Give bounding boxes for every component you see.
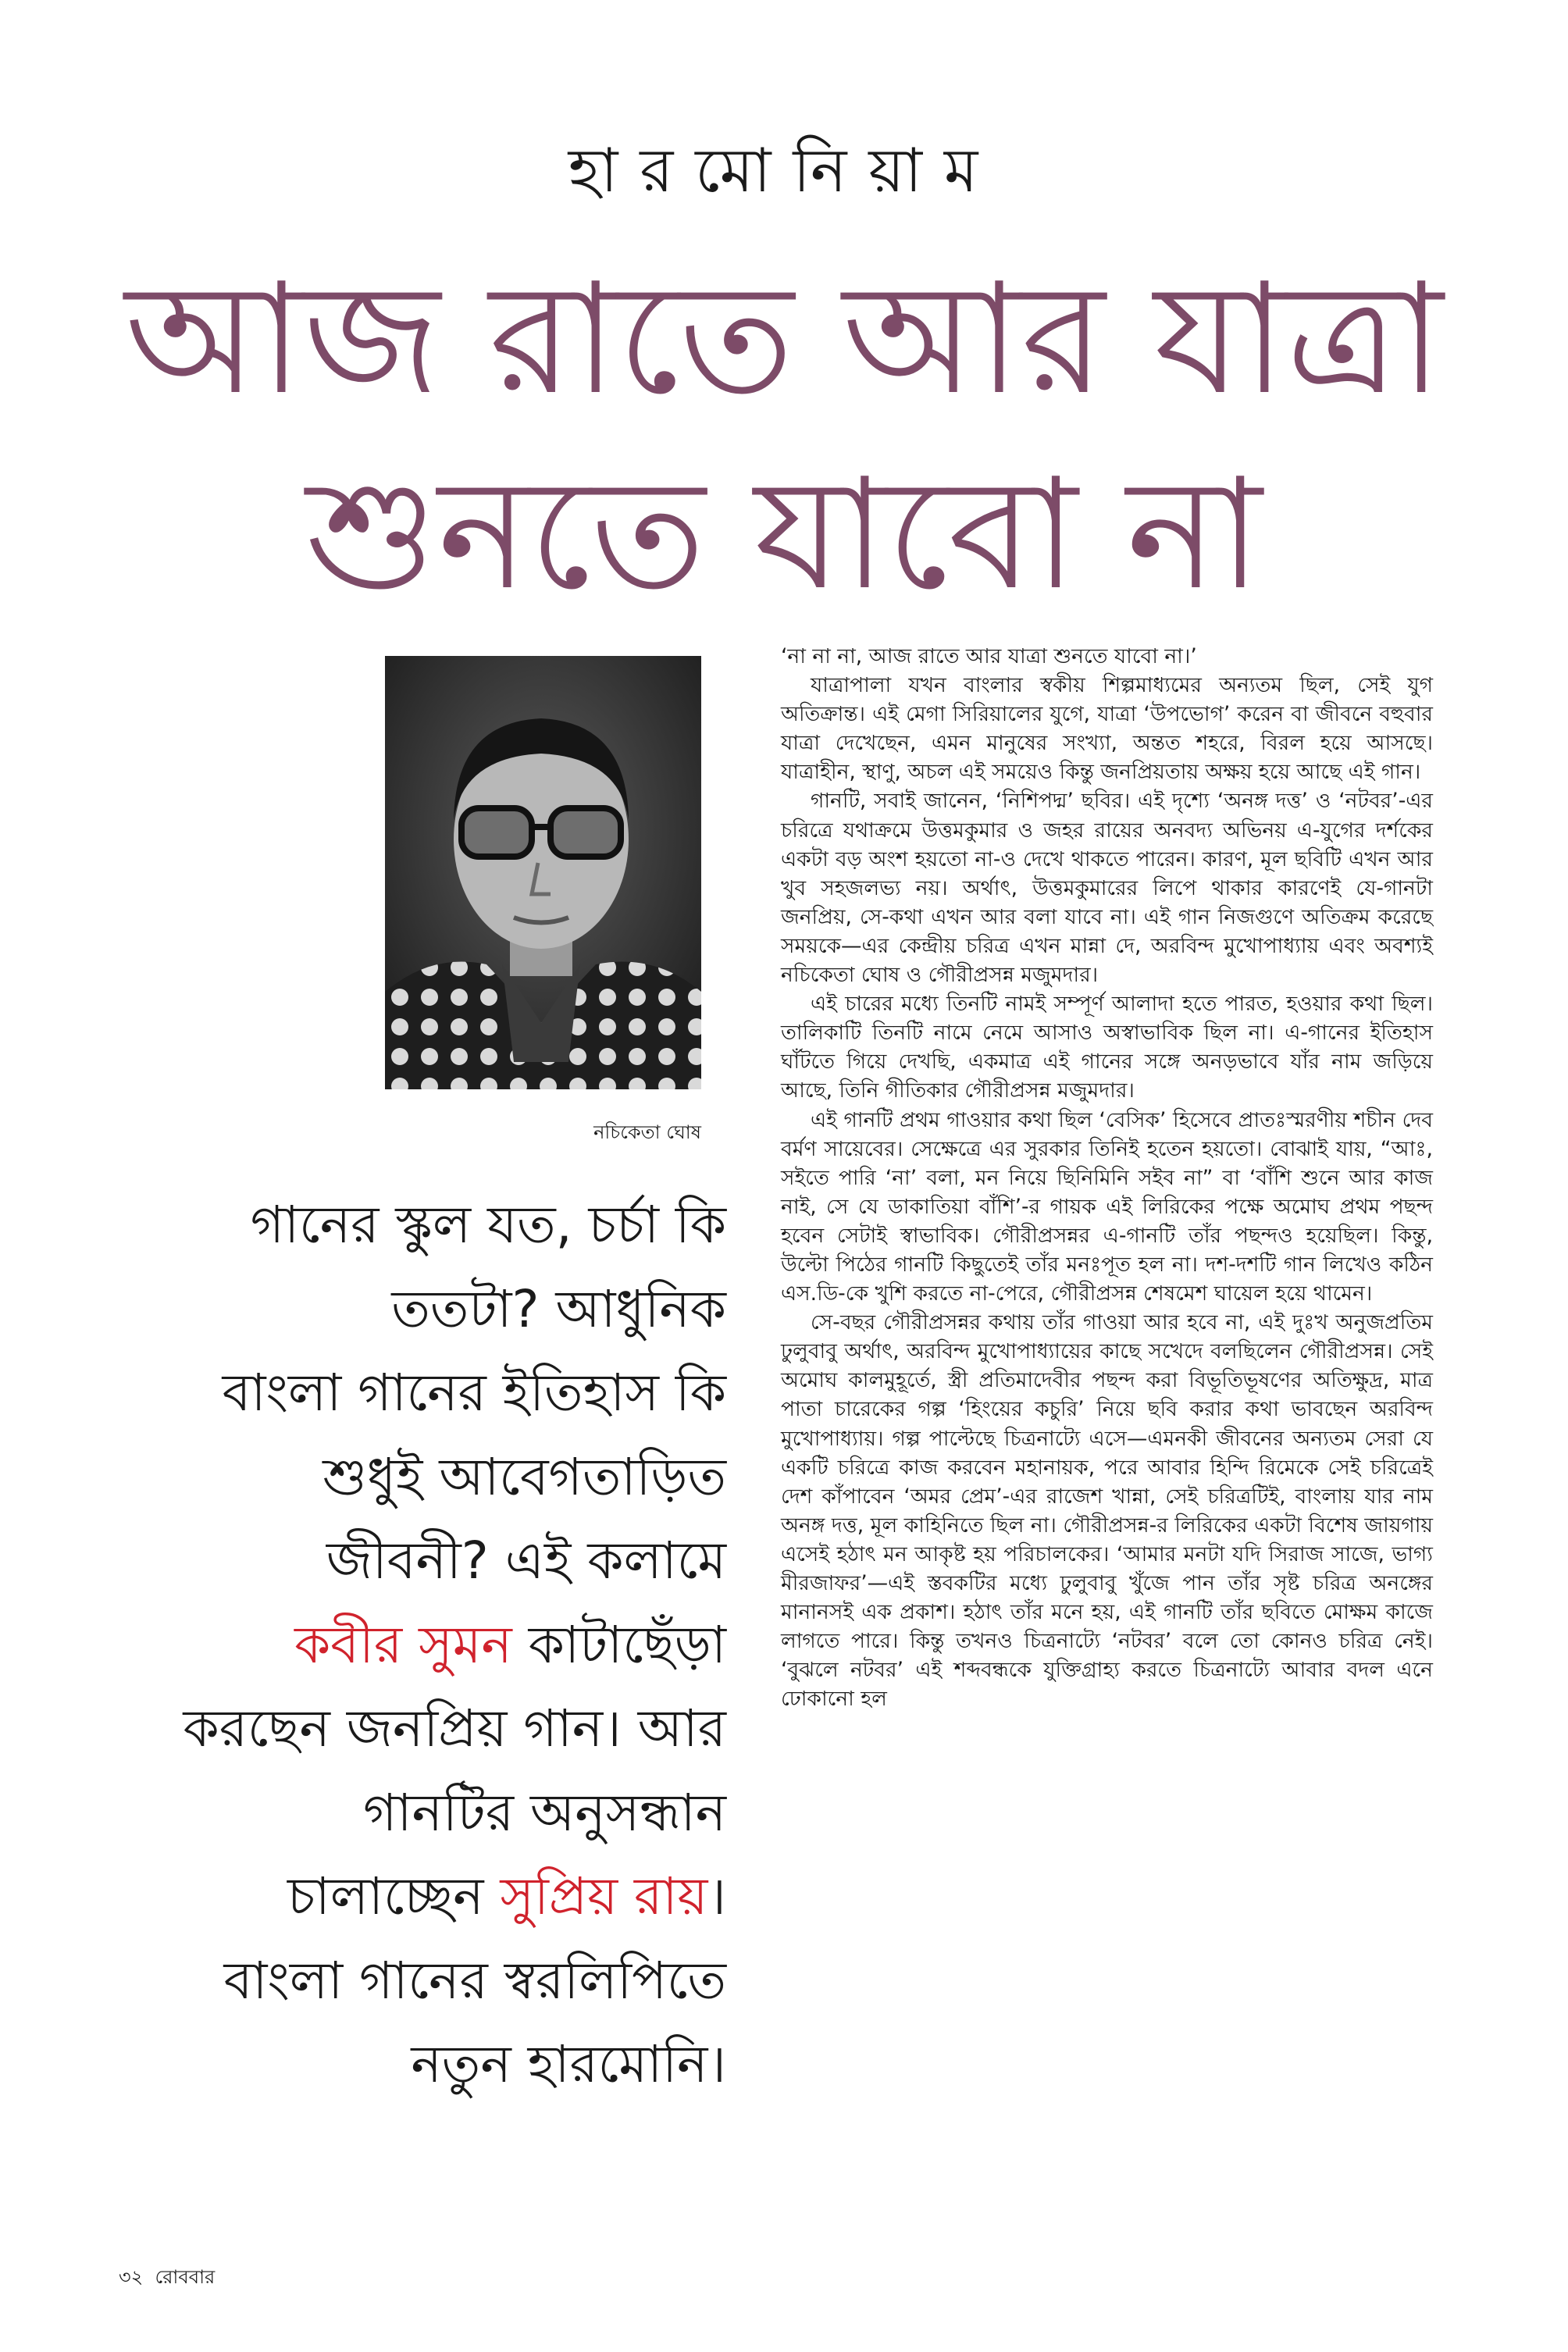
deck-line: ততটা? আধুনিক	[391, 1278, 726, 1339]
article-paragraph: যাত্রাপালা যখন বাংলার স্বকীয় শিল্পমাধ্যমের অন্যতম ছিল, সেই যুগ অতিক্রান্ত। এই মেগা সিরিয়ালের যুগে, যাত্রা ‘উপভোগ’ করেন বা জীবনে বহুবার যাত্রা দেখেছেন, এমন মানুষের সংখ্যা, অন্তত শহরে, বিরল হয়ে আসছে। যাত্রাহীন, স্থাণু, অচল এই সময়েও কিন্তু জনপ্রিয়তায় অক্ষয় হয়ে আছে এই গান।	[781, 673, 1433, 785]
section-kicker: হারমোনিয়াম	[568, 136, 1000, 206]
deck-line: বাংলা গানের ইতিহাস কি	[222, 1363, 726, 1423]
deck-line: জীবনী? এই কলামে	[326, 1531, 726, 1591]
headline	[117, 242, 1451, 633]
article-paragraph: এই চারের মধ্যে তিনটি নামই সম্পূর্ণ আলাদা হতে পারত, হওয়ার কথা ছিল। তালিকাটি তিনটি নামে নেমে আসাও অস্বাভাবিক ছিল না। এ-গানের ইতিহাস ঘাঁটতে গিয়ে দেখছি, একমাত্র এই গানের সঙ্গে অনড়ভাবে যাঁর নাম জড়িয়ে আছে, তিনি গীতিকার গৌরীপ্রসন্ন মজুমদার।	[781, 992, 1433, 1103]
page-number: ৩২	[119, 2266, 144, 2288]
deck-line: করছেন জনপ্রিয় গান। আর	[183, 1698, 726, 1759]
photo-caption: নচিকেতা ঘোষ	[593, 1121, 701, 1143]
author-name: কবীর সুমন	[294, 1614, 512, 1675]
page-footer	[119, 2263, 215, 2294]
deck-line-text: কাটাছেঁড়া	[511, 1614, 726, 1675]
deck-line: শুধুই আবেগতাড়িত	[323, 1446, 726, 1507]
researcher-name: সুপ্রিয় রায়	[500, 1866, 708, 1926]
deck-line: গানটির অনুসন্ধান	[363, 1782, 726, 1843]
deck-line: গানের স্কুল যত, চর্চা কি	[250, 1195, 726, 1255]
deck-intro	[109, 1183, 726, 2107]
portrait-illustration	[385, 656, 701, 1089]
article-paragraph: সে-বছর গৌরীপ্রসন্নর কথায় তাঁর গাওয়া আর হবে না, এই দুঃখ অনুজপ্রতিম ঢুলুবাবু অর্থাৎ, অরবিন্দ মুখোপাধ্যায়ের কাছে সখেদে বলছিলেন গৌরীপ্রসন্ন। সেই অমোঘ কালমুহূর্তে, স্ত্রী প্রতিমাদেবীর পছন্দ করা বিভূতিভূষণের অতিক্ষুদ্র, মাত্র পাতা চারেকের গল্প ‘হিংয়ের কচুরি’ নিয়ে ছবি করার কথা ভাবছেন অরবিন্দ মুখোপাধ্যায়। গল্প পাল্টেছে চিত্রনাট্যে এসে—এমনকী জীবনের অন্যতম সেরা যে একটি চরিত্রে কাজ করবেন মহানায়ক, পরে আবার হিন্দি রিমেকে সেই চরিত্রেই দেশ কাঁপাবেন ‘অমর প্রেম’-এর রাজেশ খান্না, সেই চরিত্রটিই, বাংলায় যার নাম অনঙ্গ দত্ত, মূল কাহিনিতে ছিল না। গৌরীপ্রসন্ন-র লিরিকের একটা বিশেষ জায়গায় এসেই হঠাৎ মন আকৃষ্ট হয় পরিচালকের। ‘আমার মনটা যদি সিরাজ সাজে, ভাগ্য মীরজাফর’—এই স্তবকটির মধ্যে ঢুলুবাবু খুঁজে পান তাঁর সৃষ্ট চরিত্র অনঙ্গের মানানসই এক প্রকাশ। হঠাৎ তাঁর মনে হয়, এই গানটি তাঁর ছবিতে মোক্ষম কাজে লাগতে পারে। কিন্তু তখনও চিত্রনাট্যে ‘নটবর’ বলে তো কোনও চরিত্র নেই। ‘বুঝলে নটবর’ এই শব্দবন্ধকে যুক্তিগ্রাহ্য করতে চিত্রনাট্যে আবার বদল এনে ঢোকানো হল	[781, 1310, 1433, 1712]
article-paragraph: এই গানটি প্রথম গাওয়ার কথা ছিল ‘বেসিক’ হিসেবে প্রাতঃস্মরণীয় শচীন দেব বর্মণ সায়েবের। সেক্ষেত্রে এর সুরকার তিনিই হতেন হয়তো। বোঝাই যায়, “আঃ, সইতে পারি ‘না’ বলা, মন নিয়ে ছিনিমিনি সইব না” বা ‘বাঁশি শুনে আর কাজ নাই, সে যে ডাকাতিয়া বাঁশি’-র গায়ক এই লিরিকের পক্ষে অমোঘ প্রথম পছন্দ হবেন সেটাই স্বাভাবিক। গৌরীপ্রসন্নর এ-গানটি তাঁর পছন্দও হয়েছিল। কিন্তু, উল্টো পিঠের গানটি কিছুতেই তাঁর মনঃপূত হল না। দশ-দশটি গান লিখেও কঠিন এস.ডি-কে খুশি করতে না-পেরে, গৌরীপ্রসন্ন শেষমেশ ঘায়েল হয়ে থামেন।	[781, 1107, 1433, 1306]
deck-line-text: ।	[707, 1866, 726, 1926]
deck-line-text: চালাচ্ছেন	[287, 1866, 501, 1926]
deck-line	[109, 1603, 726, 1687]
portrait-photo	[385, 656, 701, 1089]
magazine-name: রোববার	[155, 2266, 216, 2288]
deck-line: নতুন হারমোনি।	[411, 2034, 726, 2094]
headline-line-2: শুনতে যাবো না	[305, 446, 1263, 624]
deck-line	[109, 1855, 726, 1939]
deck-line: বাংলা গানের স্বরলিপিতে	[223, 1950, 726, 2011]
headline-line-1: আজ রাতে আর যাত্রা	[124, 251, 1444, 429]
article-body	[781, 642, 1433, 1713]
article-paragraph: ‘না না না, আজ রাতে আর যাত্রা শুনতে যাবো না।’	[781, 644, 1197, 668]
article-paragraph: গানটি, সবাই জানেন, ‘নিশিপদ্ম’ ছবির। এই দৃশ্যে ‘অনঙ্গ দত্ত’ ও ‘নটবর’-এর চরিত্রে যথাক্রমে উত্তমকুমার ও জহর রায়ের অনবদ্য অভিনয় এ-যুগের দর্শকের একটা বড় অংশ হয়তো না-ও দেখে থাকতে পারেন। কারণ, মূল ছবিটি এখন আর খুব সহজলভ্য নয়। অর্থাৎ, উত্তমকুমারের লিপে থাকার কারণেই যে-গানটা জনপ্রিয়, সে-কথা এখন আর বলা যাবে না। এই গান নিজগুণে অতিক্রম করেছে সময়কে—এর কেন্দ্রীয় চরিত্র এখন মান্না দে, অরবিন্দ মুখোপাধ্যায় এবং অবশ্যই নচিকেতা ঘোষ ও গৌরীপ্রসন্ন মজুমদার।	[781, 789, 1433, 988]
